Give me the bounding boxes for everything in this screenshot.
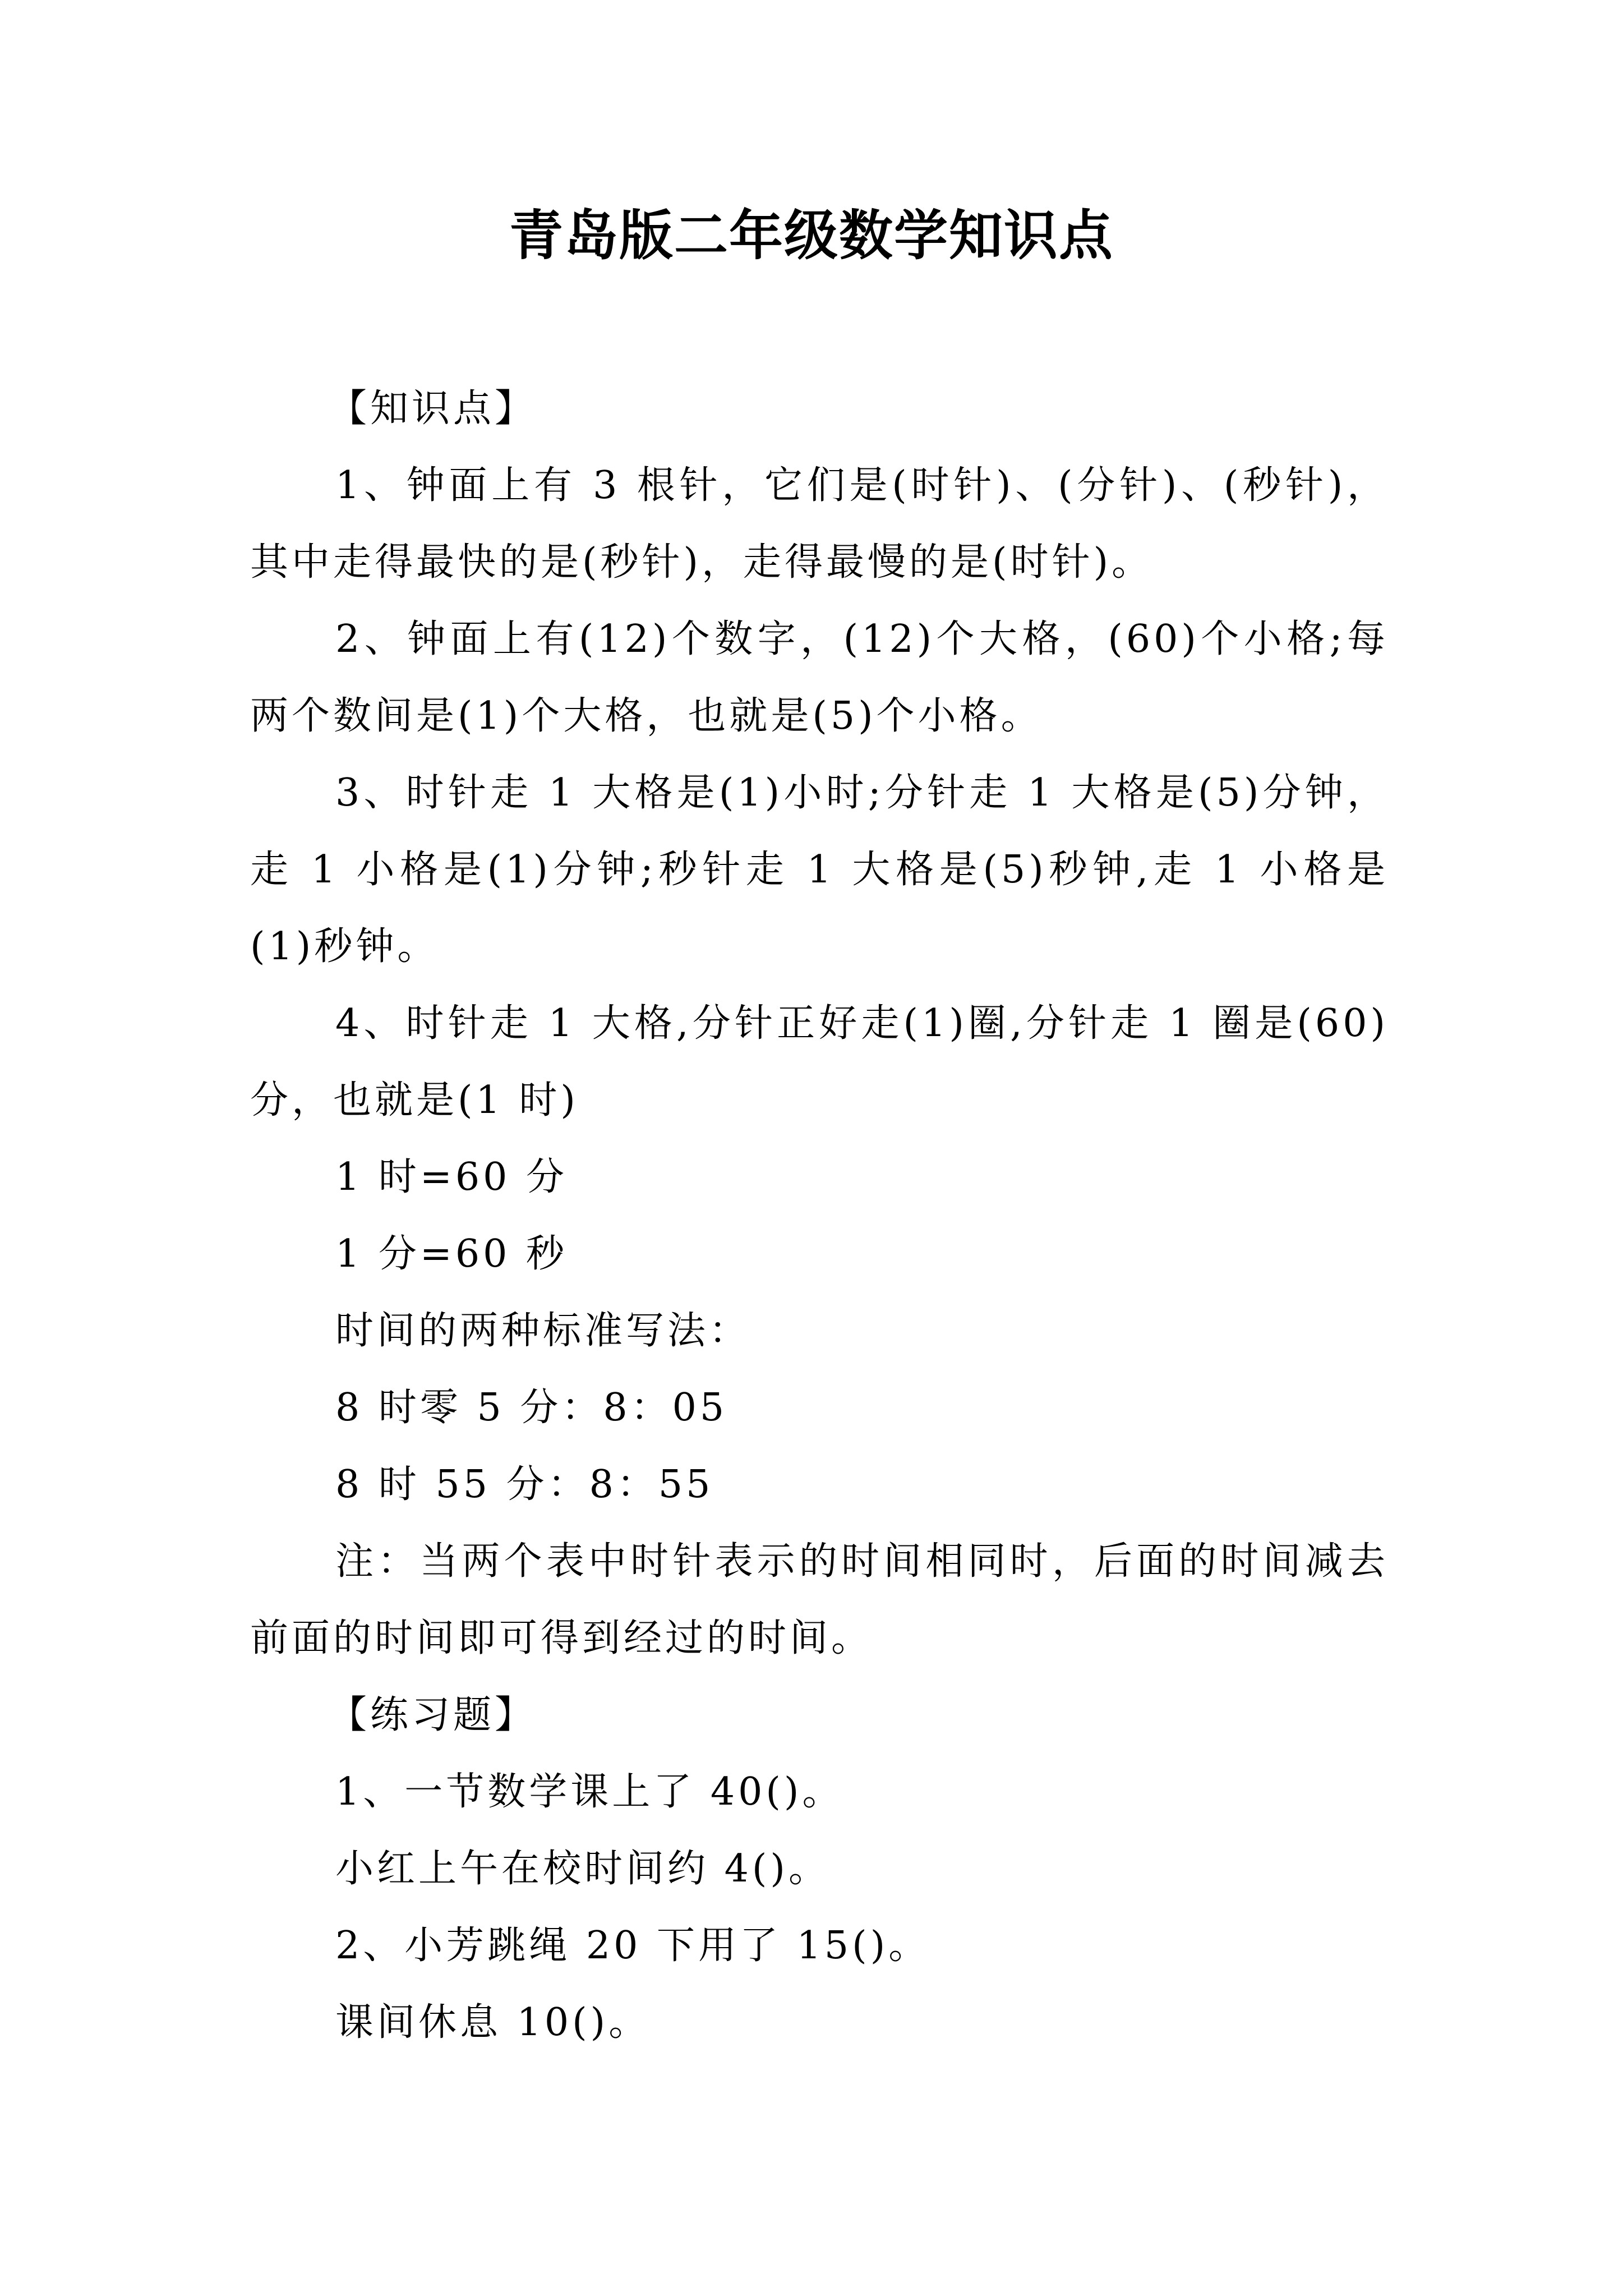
equation-minute-seconds: 1 分=60 秒 bbox=[335, 1232, 568, 1276]
exercise-2b: 课间休息 10()。 bbox=[335, 2000, 651, 2045]
section-heading-exercises: 【练习题】 bbox=[329, 1693, 537, 1737]
page-title: 青岛版二年级数学知识点 bbox=[509, 204, 1114, 267]
section-heading-knowledge: 【知识点】 bbox=[329, 386, 537, 431]
knowledge-point-3: 3、时针走 1 大格是(1)小时;分针走 1 大格是(5)分钟，走 1 小格是(1)分钟;秒针走 1 大格是(5)秒钟,走 1 小格是(1)秒钟。 bbox=[250, 771, 1389, 969]
knowledge-point-1: 1、钟面上有 3 根针，它们是(时针)、(分针)、(秒针)，其中走得最快的是(秒针)，走得最慢的是(时针)。 bbox=[250, 463, 1389, 585]
time-writing-example-1: 8 时零 5 分：8：05 bbox=[335, 1386, 728, 1430]
time-writing-heading: 时间的两种标准写法： bbox=[335, 1309, 751, 1353]
equation-hour-minutes: 1 时=60 分 bbox=[335, 1155, 568, 1199]
knowledge-point-4: 4、时针走 1 大格,分针正好走(1)圈,分针走 1 圈是(60)分，也就是(1 时) bbox=[250, 1001, 1389, 1122]
time-writing-example-2: 8 时 55 分：8：55 bbox=[335, 1462, 714, 1507]
knowledge-point-2: 2、钟面上有(12)个数字，(12)个大格，(60)个小格;每两个数间是(1)个大格，也就是(5)个小格。 bbox=[250, 617, 1389, 738]
note-paragraph: 注：当两个表中时针表示的时间相同时，后面的时间减去前面的时间即可得到经过的时间。 bbox=[250, 1539, 1389, 1660]
exercise-1a: 1、一节数学课上了 40()。 bbox=[335, 1770, 844, 1814]
document-body bbox=[250, 370, 1389, 2061]
exercise-2a: 2、小芳跳绳 20 下用了 15()。 bbox=[335, 1924, 930, 1968]
exercise-1b: 小红上午在校时间约 4()。 bbox=[335, 1847, 830, 1891]
